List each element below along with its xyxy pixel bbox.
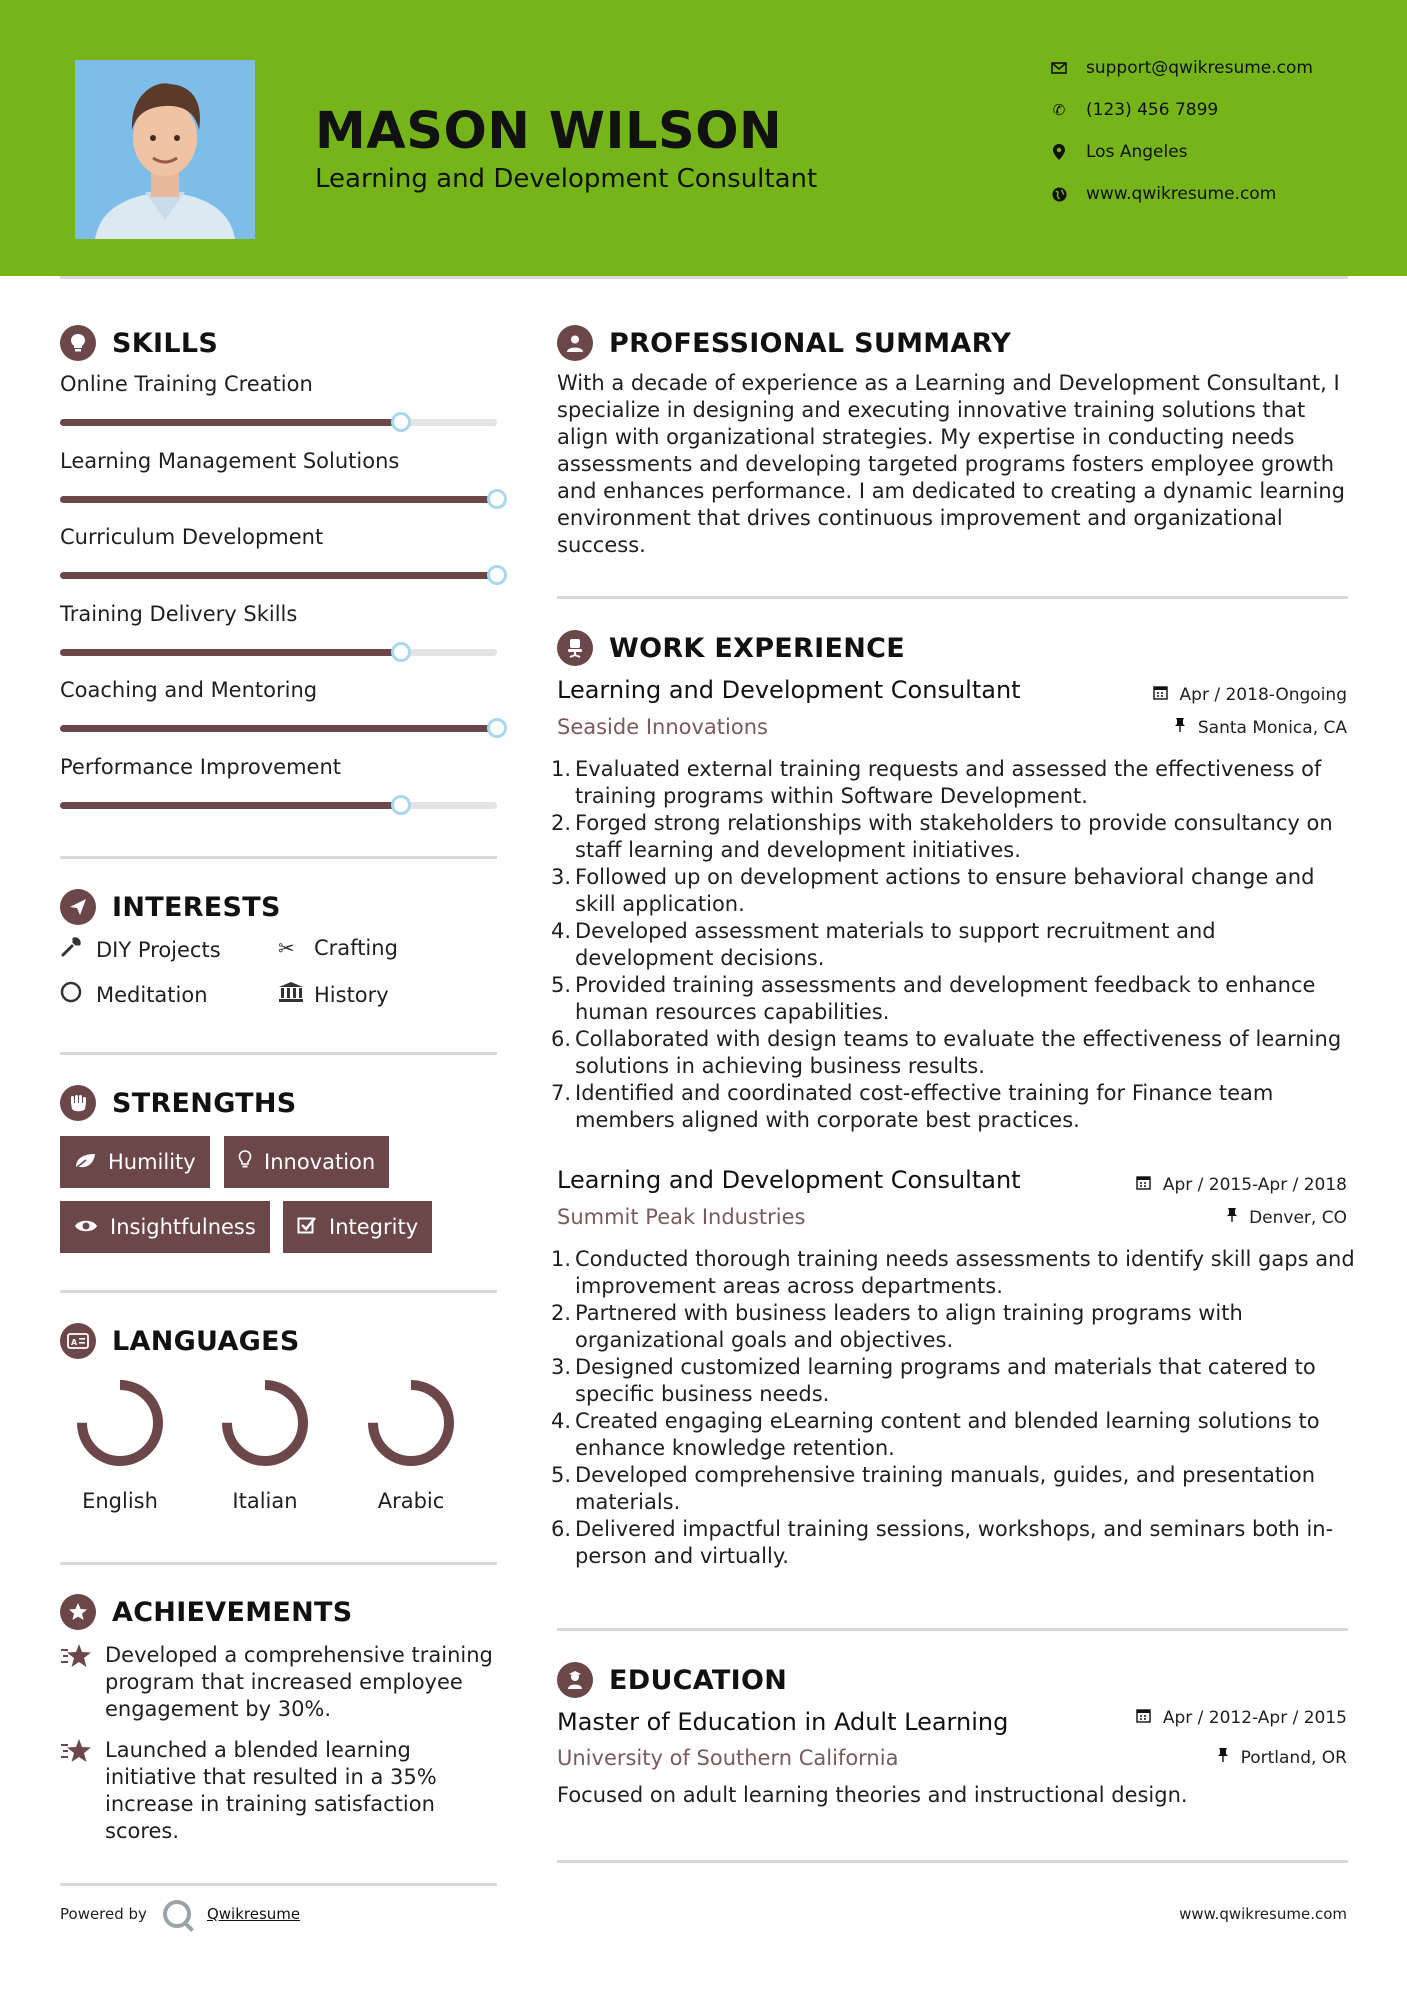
- divider: [60, 856, 497, 859]
- strength-label: Humility: [108, 1150, 196, 1174]
- globe-icon: [1050, 185, 1068, 203]
- job-location: [1226, 1207, 1347, 1228]
- language-label: Arabic: [377, 1489, 445, 1513]
- calendar-icon: [1153, 685, 1173, 705]
- achievement-text: Developed a comprehensive training program that increased employee engagement by 30%.: [105, 1643, 493, 1721]
- company-name: Summit Peak Industries: [557, 1205, 806, 1229]
- job-duty-item: Partnered with business leaders to align training programs with organizational goals and objectives.: [575, 1301, 1243, 1352]
- language-label: English: [82, 1489, 158, 1513]
- contact-location: [1050, 142, 1188, 162]
- checkbox-icon: [297, 1215, 317, 1240]
- pushpin-icon: [1226, 1208, 1243, 1228]
- contact-email-text: support@qwikresume.com: [1086, 58, 1313, 78]
- language-level-arc: [373, 1385, 449, 1461]
- skill-level-knob: [391, 642, 411, 662]
- degree-title: Master of Education in Adult Learning: [557, 1708, 1009, 1736]
- contact-phone-text: (123) 456 7899: [1086, 100, 1219, 120]
- divider: [557, 1860, 1348, 1863]
- scissors-icon: ✂: [278, 936, 295, 960]
- skill-level-knob: [487, 565, 507, 585]
- divider: [557, 1628, 1348, 1631]
- footer-powered-by: [60, 1900, 300, 1928]
- job-duty-item: Provided training assessments and development feedback to enhance human resources capabilities.: [575, 973, 1316, 1024]
- office-chair-icon: [557, 630, 593, 666]
- header-divider: [60, 276, 1348, 279]
- interest-label: Meditation: [96, 982, 208, 1007]
- job-duty-item: Developed comprehensive training manuals, guides, and presentation materials.: [575, 1463, 1316, 1514]
- job-duty-item: Evaluated external training requests and assessed the effectiveness of training programs within Software Development.: [575, 757, 1322, 808]
- contact-phone[interactable]: [1050, 100, 1218, 120]
- languages-heading: [60, 1323, 300, 1359]
- footer-website[interactable]: www.qwikresume.com: [1179, 1905, 1347, 1923]
- map-pin-icon: [1050, 143, 1068, 161]
- contact-location-text: Los Angeles: [1086, 142, 1188, 162]
- star-icon: [60, 1642, 105, 1723]
- job-duties-list: [575, 1246, 1355, 1570]
- education-description: Focused on adult learning theories and instructional design.: [557, 1783, 1188, 1807]
- skill-bar: [60, 496, 497, 503]
- interests-heading-text: INTERESTS: [112, 891, 281, 923]
- language-item: [351, 1377, 471, 1513]
- strength-badge: [283, 1201, 432, 1253]
- job-duty-item: Collaborated with design teams to evaluate the effectiveness of learning solutions in achieving business results.: [575, 1027, 1342, 1078]
- job-duties-list: [575, 756, 1355, 1134]
- divider: [60, 1883, 497, 1886]
- skill-label: Learning Management Solutions: [60, 448, 400, 473]
- skill-bar-fill: [60, 649, 401, 656]
- paper-plane-icon: [60, 889, 96, 925]
- powered-by-text: Powered by: [60, 1905, 147, 1923]
- skill-label: Online Training Creation: [60, 372, 313, 396]
- divider: [60, 1052, 497, 1055]
- education-heading-text: EDUCATION: [609, 1664, 788, 1696]
- summary-heading-text: PROFESSIONAL SUMMARY: [609, 327, 1012, 359]
- skills-heading-text: SKILLS: [112, 327, 219, 359]
- skill-bar-fill: [60, 496, 497, 503]
- skill-bar-fill: [60, 572, 497, 579]
- skill-bar: [60, 572, 497, 579]
- divider: [557, 596, 1348, 599]
- job-duty-item: Forged strong relationships with stakeholders to provide consultancy on staff learning and development initiatives.: [575, 811, 1333, 862]
- job-duty-item: Followed up on development actions to ensure behavioral change and skill application.: [575, 865, 1315, 916]
- user-icon: [557, 325, 593, 361]
- language-card-icon: [60, 1323, 96, 1359]
- star-icon: [60, 1737, 105, 1845]
- languages-heading-text: LANGUAGES: [112, 1325, 300, 1357]
- job-dates-text: Apr / 2015-Apr / 2018: [1162, 1175, 1347, 1195]
- job-dates-text: Apr / 2018-Ongoing: [1179, 685, 1347, 705]
- job-location-text: Santa Monica, CA: [1197, 718, 1347, 738]
- lightbulb-icon: [60, 325, 96, 361]
- star-badge-icon: [60, 1594, 96, 1630]
- skill-label: Curriculum Development: [60, 525, 324, 549]
- summary-heading: [557, 325, 1011, 361]
- language-level-ring: [365, 1377, 457, 1469]
- job-title: Learning and Development Consultant: [557, 1166, 1021, 1194]
- phone-icon: ✆: [1052, 101, 1066, 119]
- interest-item: [278, 981, 389, 1008]
- header-banner: [0, 0, 1407, 276]
- qwikresume-link[interactable]: Qwikresume: [206, 1905, 301, 1923]
- graduate-icon: [557, 1662, 593, 1698]
- pushpin-icon: [1174, 718, 1191, 738]
- language-level-arc: [82, 1385, 158, 1461]
- interest-item: [278, 936, 398, 960]
- circle-icon: [60, 981, 86, 1008]
- job-duty-item: Designed customized learning programs and materials that catered to specific business needs.: [575, 1355, 1316, 1406]
- interest-label: Crafting: [314, 936, 398, 960]
- divider: [60, 1562, 497, 1565]
- language-level-arc: [227, 1385, 303, 1461]
- education-location-text: Portland, OR: [1240, 1748, 1347, 1768]
- eye-icon: [74, 1215, 98, 1239]
- skill-label: Training Delivery Skills: [60, 601, 298, 626]
- strength-badge: [60, 1136, 210, 1188]
- job-duty-item: Delivered impactful training sessions, workshops, and seminars both in-person and virtually.: [575, 1517, 1334, 1568]
- skill-level-knob: [391, 795, 411, 815]
- job-duty-item: Conducted thorough training needs assessments to identify skill gaps and improvement areas across departments.: [575, 1247, 1355, 1298]
- contact-email[interactable]: [1050, 58, 1313, 78]
- skill-label: Coaching and Mentoring: [60, 678, 318, 702]
- candidate-name: MASON WILSON: [315, 102, 783, 161]
- language-item: [60, 1377, 180, 1513]
- summary-text: With a decade of experience as a Learning and Development Consultant, I specialize in designing and executing innovative training solutions that align with organizational strategies. My expertise in conducting needs assessments and developing targeted programs fosters employee growth and enhances performance. I am dedicated to creating a dynamic learning environment that drives continuous improvement and organizational success.: [557, 371, 1345, 557]
- language-label: Italian: [232, 1489, 298, 1513]
- pushpin-icon: [1217, 1748, 1234, 1768]
- skill-bar-fill: [60, 419, 401, 426]
- company-name: Seaside Innovations: [557, 715, 768, 739]
- job-duty-item: Created engaging eLearning content and blended learning solutions to enhance knowledge retention.: [575, 1409, 1320, 1460]
- achievement-item: [60, 1642, 500, 1723]
- language-level-ring: [219, 1377, 311, 1469]
- strength-label: Innovation: [264, 1150, 376, 1174]
- education-dates-text: Apr / 2012-Apr / 2015: [1162, 1708, 1347, 1728]
- interest-item: [60, 936, 221, 963]
- job-dates: [1136, 1175, 1347, 1195]
- strengths-heading: [60, 1085, 297, 1121]
- profile-photo: [75, 60, 255, 239]
- language-item: [205, 1377, 325, 1513]
- contact-website-text: www.qwikresume.com: [1086, 184, 1277, 204]
- calendar-icon: [1136, 1708, 1156, 1728]
- education-location: [1217, 1747, 1347, 1768]
- contact-website[interactable]: [1050, 184, 1276, 204]
- job-location: [1174, 717, 1347, 738]
- interest-label: History: [314, 982, 389, 1007]
- job-location-text: Denver, CO: [1249, 1208, 1347, 1228]
- museum-icon: [278, 981, 304, 1008]
- calendar-icon: [1136, 1175, 1156, 1195]
- job-dates: [1153, 685, 1347, 705]
- skill-bar-fill: [60, 802, 401, 809]
- strength-label: Insightfulness: [110, 1215, 256, 1239]
- skill-bar: [60, 725, 497, 732]
- candidate-title: Learning and Development Consultant: [315, 164, 818, 194]
- language-level-ring: [74, 1377, 166, 1469]
- job-duty-item: Developed assessment materials to support recruitment and development decisions.: [575, 919, 1216, 970]
- strength-badge: [60, 1201, 270, 1253]
- divider: [60, 1290, 497, 1293]
- skill-bar: [60, 419, 497, 426]
- skill-bar: [60, 802, 497, 809]
- skill-level-knob: [487, 489, 507, 509]
- fist-icon: [60, 1085, 96, 1121]
- skill-bar-fill: [60, 725, 497, 732]
- job-title: Learning and Development Consultant: [557, 676, 1021, 704]
- person-illustration: [75, 60, 255, 239]
- achievement-text: Launched a blended learning initiative that resulted in a 35% increase in training satisfaction scores.: [105, 1738, 437, 1843]
- strength-label: Integrity: [329, 1215, 419, 1239]
- qwikresume-logo-icon: [163, 1900, 191, 1928]
- lightbulb-icon: [238, 1150, 252, 1175]
- job-duty-item: Identified and coordinated cost-effective training for Finance team members aligned with corporate best practices.: [575, 1081, 1274, 1132]
- wrench-icon: [60, 936, 86, 963]
- skill-label: Performance Improvement: [60, 754, 342, 779]
- experience-heading-text: WORK EXPERIENCE: [609, 632, 905, 664]
- skills-heading: [60, 325, 218, 361]
- experience-heading: [557, 630, 905, 666]
- achievement-item: [60, 1737, 500, 1845]
- interests-heading: [60, 889, 281, 925]
- achievements-heading-text: ACHIEVEMENTS: [112, 1596, 353, 1628]
- achievements-heading: [60, 1594, 353, 1630]
- envelope-icon: [1050, 59, 1068, 77]
- strength-badge: [224, 1136, 389, 1188]
- school-name: University of Southern California: [557, 1746, 899, 1770]
- leaf-icon: [74, 1150, 96, 1174]
- strengths-heading-text: STRENGTHS: [112, 1087, 297, 1119]
- interest-label: DIY Projects: [96, 937, 221, 962]
- education-dates: [1136, 1708, 1347, 1728]
- education-heading: [557, 1662, 787, 1698]
- interest-item: [60, 981, 208, 1008]
- skill-level-knob: [391, 412, 411, 432]
- skill-level-knob: [487, 718, 507, 738]
- svg-text:A: A: [71, 1338, 78, 1347]
- skill-bar: [60, 649, 497, 656]
